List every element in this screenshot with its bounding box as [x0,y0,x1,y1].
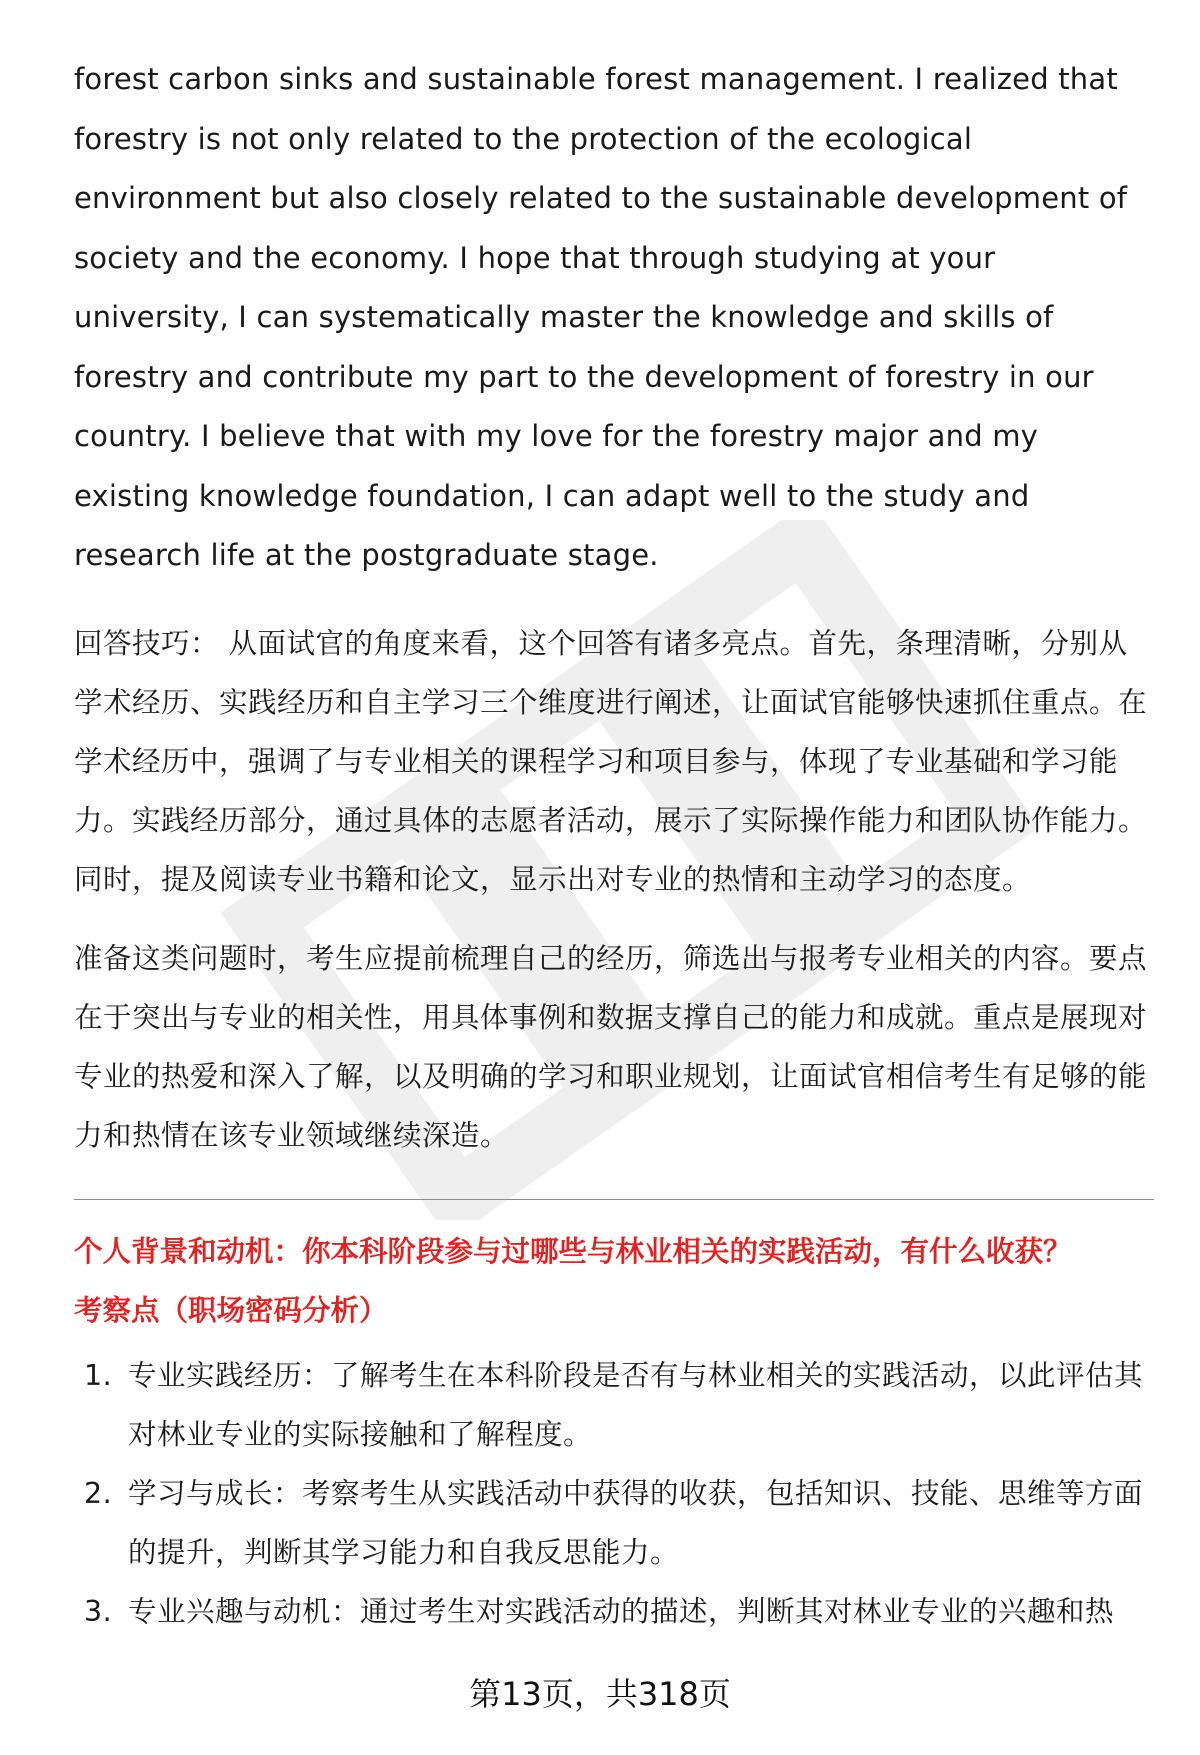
section-divider [74,1199,1154,1200]
list-item-text: 学习与成长：考察考生从实践活动中获得的收获，包括知识、技能、思维等方面的提升，判断其学习能力和自我反思能力。 [128,1476,1144,1569]
list-item [74,1346,1154,1464]
page-content [74,50,1154,1641]
list-item [74,1464,1154,1582]
list-item-text: 专业实践经历：了解考生在本科阶段是否有与林业相关的实践活动，以此评估其对林业专业的实际接触和了解程度。 [128,1358,1144,1451]
list-item-number: 3. [84,1594,113,1628]
list-item-text: 专业兴趣与动机：通过考生对实践活动的描述，判断其对林业专业的兴趣和热 [128,1594,1115,1628]
page-number-label: 第13页，共318页 [469,1675,731,1713]
question-heading: 个人背景和动机：你本科阶段参与过哪些与林业相关的实践活动，有什么收获？ [74,1234,1072,1268]
page-footer [0,1672,1200,1716]
assessment-heading: 考察点（职场密码分析） [74,1293,388,1327]
answer-tips-paragraph: 回答技巧： 从面试官的角度来看，这个回答有诸多亮点。首先，条理清晰，分别从学术经历、实践经历和自主学习三个维度进行阐述，让面试官能够快速抓住重点。在学术经历中，强调了与专业相关的课程学习和项目参与，体现了专业基础和学习能力。实践经历部分，通过具体的志愿者活动，展示了实际操作能力和团队协作能力。同时，提及阅读专业书籍和论文，显示出对专业的热情和主动学习的态度。 [74,626,1148,896]
list-item [74,1582,1154,1641]
list-item-number: 1. [84,1358,113,1392]
english-paragraph: forest carbon sinks and sustainable forest management. I realized that forestry is not only related to the protection of the ecological environment but also closely related to the sustainable development of society and the economy. I hope that through studying at your university, I can systematically master the knowledge and skills of forestry and contribute my part to the development of forestry in our country. I believe that with my love for the forestry major and my existing knowledge foundation, I can adapt well to the study and research life at the postgraduate stage. [74,62,1128,572]
list-item-number: 2. [84,1476,113,1510]
assessment-list [74,1346,1154,1641]
preparation-paragraph: 准备这类问题时，考生应提前梳理自己的经历，筛选出与报考专业相关的内容。要点在于突出与专业的相关性，用具体事例和数据支撑自己的能力和成就。重点是展现对专业的热爱和深入了解，以及明确的学习和职业规划，让面试官相信考生有足够的能力和热情在该专业领域继续深造。 [74,941,1148,1152]
